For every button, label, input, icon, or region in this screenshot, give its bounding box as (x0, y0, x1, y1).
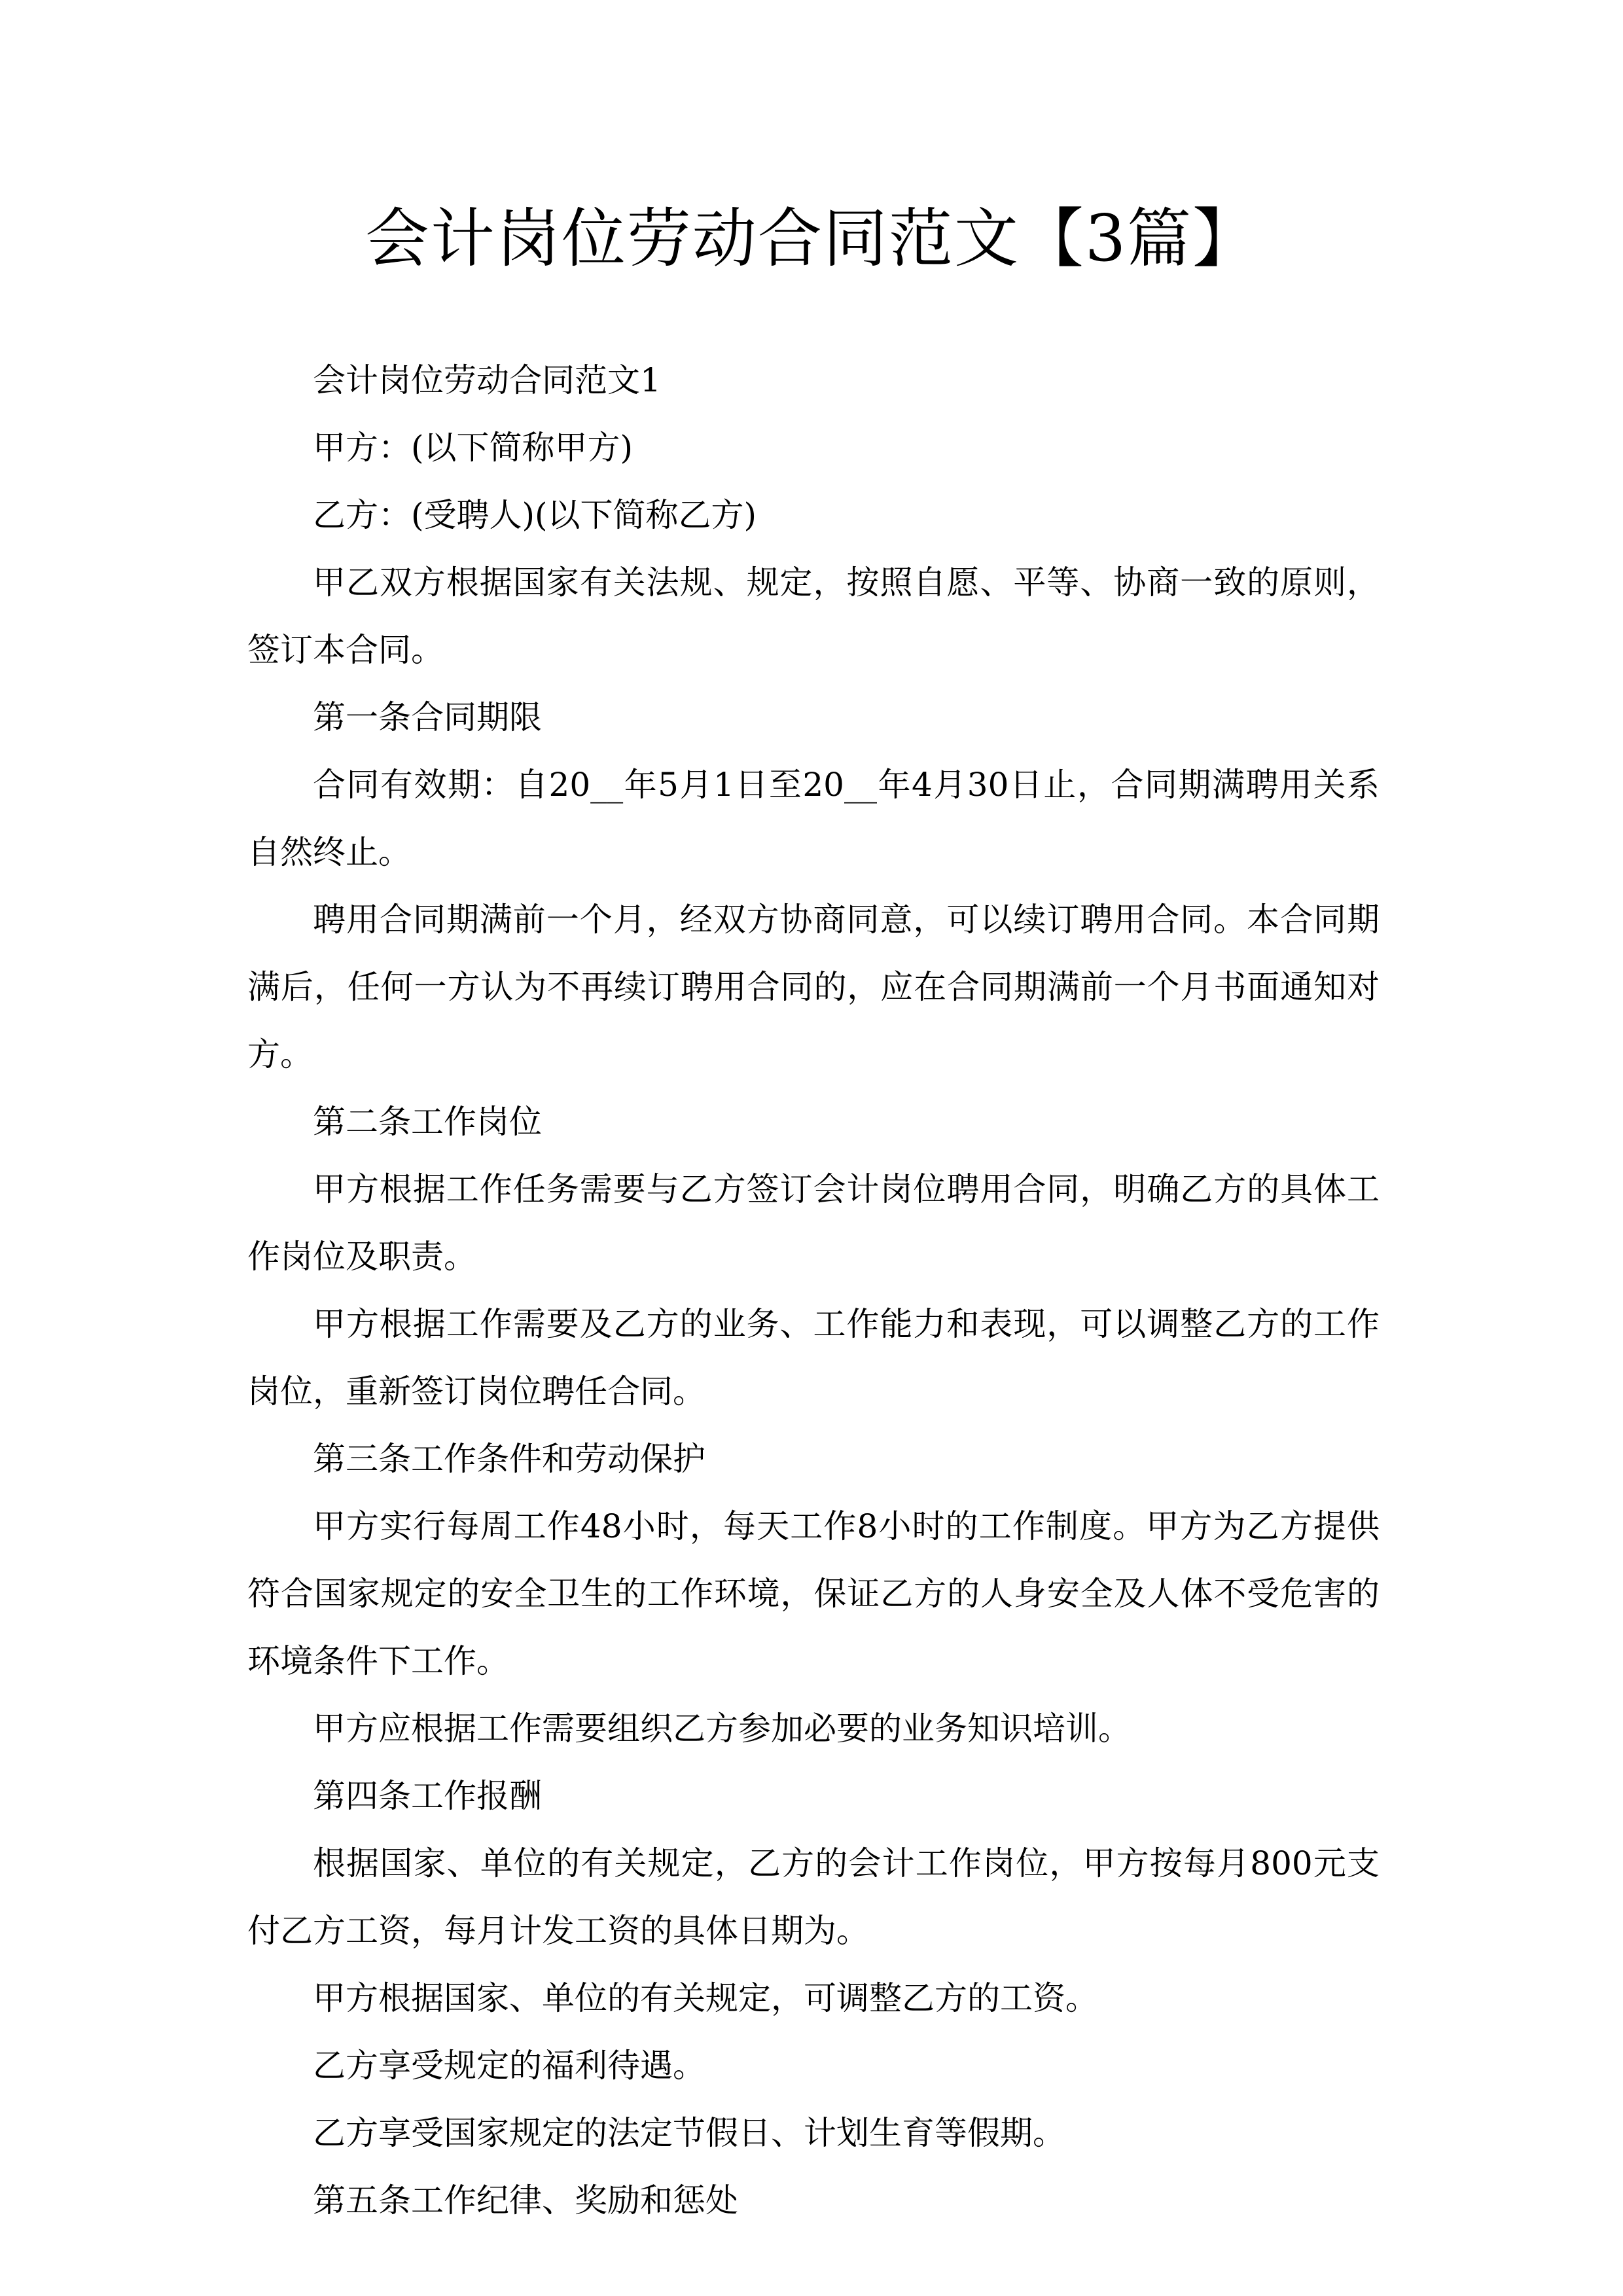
paragraph: 甲方根据工作任务需要与乙方签订会计岗位聘用合同，明确乙方的具体工作岗位及职责。 (247, 1170, 1380, 1276)
paragraph: 甲方根据国家、单位的有关规定，可调整乙方的工资。 (313, 1979, 1098, 2017)
document-title: 会计岗位劳动合同范文【3篇】 (365, 202, 1258, 276)
paragraph: 甲方应根据工作需要组织乙方参加必要的业务知识培训。 (313, 1710, 1131, 1748)
paragraph: 甲方根据工作需要及乙方的业务、工作能力和表现，可以调整乙方的工作岗位，重新签订岗位聘任合同。 (247, 1305, 1380, 1410)
paragraph: 合同有效期：自20__年5月1日至20__年4月30日止，合同期满聘用关系自然终止。 (247, 766, 1380, 871)
paragraph: 甲方实行每周工作48小时，每天工作8小时的工作制度。甲方为乙方提供符合国家规定的安全卫生的工作环境，保证乙方的人身安全及人体不受危害的环境条件下工作。 (247, 1507, 1380, 1680)
paragraph: 聘用合同期满前一个月，经双方协商同意，可以续订聘用合同。本合同期满后，任何一方认为不再续订聘用合同的，应在合同期满前一个月书面通知对方。 (247, 901, 1380, 1073)
paragraph: 根据国家、单位的有关规定，乙方的会计工作岗位，甲方按每月800元支付乙方工资，每月计发工资的具体日期为。 (247, 1844, 1380, 1950)
section-heading: 第一条合同期限 (313, 698, 542, 736)
paragraph: 乙方享受国家规定的法定节假日、计划生育等假期。 (313, 2114, 1065, 2152)
section-heading: 第三条工作条件和劳动保护 (313, 1440, 705, 1478)
section-heading: 第五条工作纪律、奖励和惩处 (313, 2181, 738, 2219)
paragraph: 乙方享受规定的福利待遇。 (313, 2047, 705, 2085)
paragraph: 会计岗位劳动合同范文1 (313, 361, 661, 399)
document-body (247, 347, 1380, 2234)
section-heading: 第二条工作岗位 (313, 1103, 542, 1141)
paragraph: 乙方：(受聘人)(以下简称乙方) (313, 496, 757, 534)
paragraph: 甲方：(以下简称甲方) (313, 429, 633, 467)
paragraph: 甲乙双方根据国家有关法规、规定，按照自愿、平等、协商一致的原则，签订本合同。 (247, 564, 1380, 669)
section-heading: 第四条工作报酬 (313, 1777, 542, 1815)
